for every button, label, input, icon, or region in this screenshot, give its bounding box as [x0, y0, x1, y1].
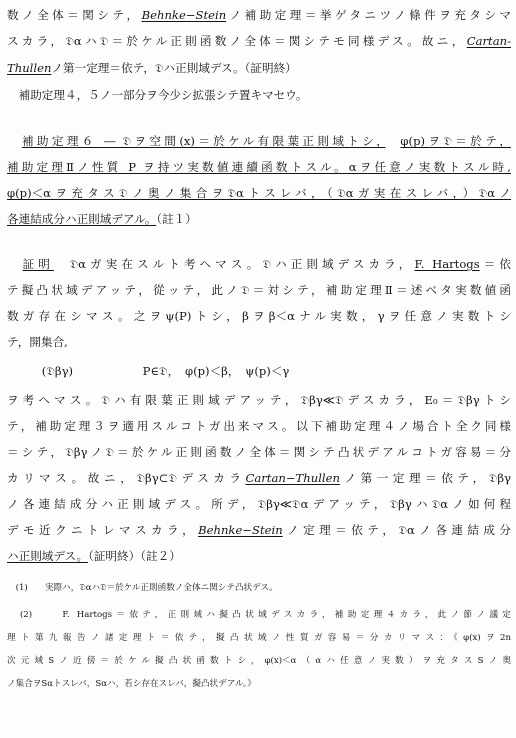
underlined-text: φ(p)ヲ𝔇＝於テ，: [400, 134, 511, 148]
underlined-text: F. Hartogs: [414, 257, 480, 271]
text-run: ノ集合ヲSαトスレバ，Sαハ，若シ存在スレバ，擬凸状デアル。》: [7, 679, 256, 689]
text-run: 数ノ全体＝関シテ，: [7, 8, 142, 22]
text-line: [7, 160, 511, 174]
text-line: [7, 471, 511, 485]
text-run: ヲ考ヘマス。𝔇ハ有限葉正則域デアッテ，𝔇βγ≪𝔇デスカラ，E₀＝𝔇βγトシ: [7, 393, 511, 407]
underlined-text: ハ正則域デス。: [7, 549, 89, 563]
text-run: ノ第一定理＝依テ，𝔇βγ: [339, 471, 511, 485]
text-run: [385, 134, 400, 148]
text-run: テ，補助定理３ヲ適用スルコトガ出来マス。以下補助定理４ノ場合ト全ク同様: [7, 419, 511, 433]
text-run: [7, 257, 23, 271]
text-run: ノ補助定理＝挙ゲタニツノ條件ヲ充タシマ: [226, 8, 511, 22]
text-run: 数ガ存在シマス。之ヲψ(P)トシ，βヲβ＜αナル実数，γヲ任意ノ実数トシ: [7, 309, 511, 323]
underlined-text: Behnke−Stein: [141, 8, 227, 22]
text-run: ノ定理＝依テ，𝔇αノ各連結成分: [282, 523, 512, 537]
text-run: （証明終）（註２）: [88, 549, 181, 563]
underlined-text: Thullen: [7, 61, 52, 75]
text-line: [7, 497, 511, 511]
footnote-line: [7, 583, 511, 594]
text-run: [7, 134, 22, 148]
footnote-line: [7, 679, 511, 690]
text-line: [7, 257, 511, 271]
text-run: スカラ，𝔇αハ𝔇＝於ケル正則函数ノ全体＝関シテモ同様デス。故ニ，: [7, 34, 467, 48]
text-line: [7, 186, 511, 200]
text-line: [7, 88, 511, 102]
text-line: [7, 364, 511, 378]
text-line: [7, 309, 511, 323]
underlined-text: Cartan−Thullen: [245, 471, 340, 485]
footnote-line: [7, 610, 511, 621]
text-run: 次元域Sノ近傍＝於ケル擬凸状函数トシ，φ(x)＜α（αハ任意ノ実数）ヲ充タスSノ奥: [7, 656, 511, 666]
text-line: [7, 8, 511, 22]
underlined-text: 各連結成分ハ正則域デアル。: [7, 212, 157, 226]
text-run: ＝依: [479, 257, 511, 271]
text-run: デモ近クニトレマスカラ，: [7, 523, 199, 537]
text-run: ノ各連結成分ハ正則域デス。所デ，𝔇βγ≪𝔇αデアッテ，𝔇βγハ𝔇αノ如何程: [7, 497, 511, 511]
underlined-text: Behnke−Stein: [198, 523, 283, 537]
footnote-line: [7, 633, 511, 644]
text-line: [7, 134, 511, 148]
text-run: 補助定理４，５ノ一部分ヲ今少シ拡張シテ置キマセウ。: [7, 88, 308, 102]
underlined-text: 証明: [22, 257, 54, 271]
text-run: カリマス。故ニ，𝔇βγ⊂𝔇デスカラ: [7, 471, 246, 485]
text-line: [7, 283, 511, 297]
text-run: ＝シテ，𝔇βγノ𝔇＝於ケル正則函数ノ全体＝関シテ凸状デアルコトガ容易＝分: [7, 445, 511, 459]
text-run: テ擬凸状域デアッテ，從ッテ，此ノ𝔇＝対シテ，補助定理Ⅱ＝述ベタ実数値函: [7, 283, 511, 297]
underlined-text: φ(p)＜αヲ充タス𝔇ノ奥ノ集合ヲ𝔇αトスレバ，（𝔇αガ実在スレバ，）𝔇αノ: [7, 186, 511, 200]
text-run: 理ト第九報告ノ諸定理ト＝依テ，擬凸状域ノ性質ガ容易＝分カリマス：《φ(x)ヲ2n: [7, 633, 511, 643]
footnote-line: [7, 656, 511, 667]
text-line: [7, 335, 511, 349]
text-line: [7, 523, 511, 537]
text-run: テ，開集合,: [7, 335, 68, 349]
underlined-text: 補助定理Ⅱノ性質 P ヲ持ツ実数値連續函数トスル。αヲ任意ノ実数トスル時,: [7, 160, 511, 174]
text-run: (1) 実際ハ，𝔇αハ𝔇＝於ケル正則函数ノ全体ニ関シテ凸状デス。: [7, 583, 278, 593]
text-line: [7, 549, 511, 563]
underlined-text: 補助定理６ ― 𝔇ヲ空間(x)＝於ケル有限葉正則域トシ，: [21, 134, 386, 148]
text-run: (𝔇βγ) P∈𝔇， φ(p)＜β， ψ(p)＜γ: [7, 364, 290, 378]
text-line: [7, 34, 511, 48]
text-line: [7, 212, 511, 226]
text-run: (2) F. Hartogs＝依テ，正則域ハ擬凸状域デスカラ，補助定理４カラ，此ノ節ノ議定: [7, 610, 511, 620]
text-line: [7, 445, 511, 459]
text-run: （註１）: [156, 212, 197, 226]
text-line: [7, 61, 511, 75]
text-line: [7, 419, 511, 433]
text-line: [7, 393, 511, 407]
underlined-text: Cartan-: [466, 34, 511, 48]
text-run: 𝔇αガ実在スルト考ヘマス。𝔇ハ正則域デスカラ，: [53, 257, 415, 271]
text-run: ノ第一定理＝依テ，𝔇ハ正則域デス。（証明終）: [51, 61, 297, 75]
